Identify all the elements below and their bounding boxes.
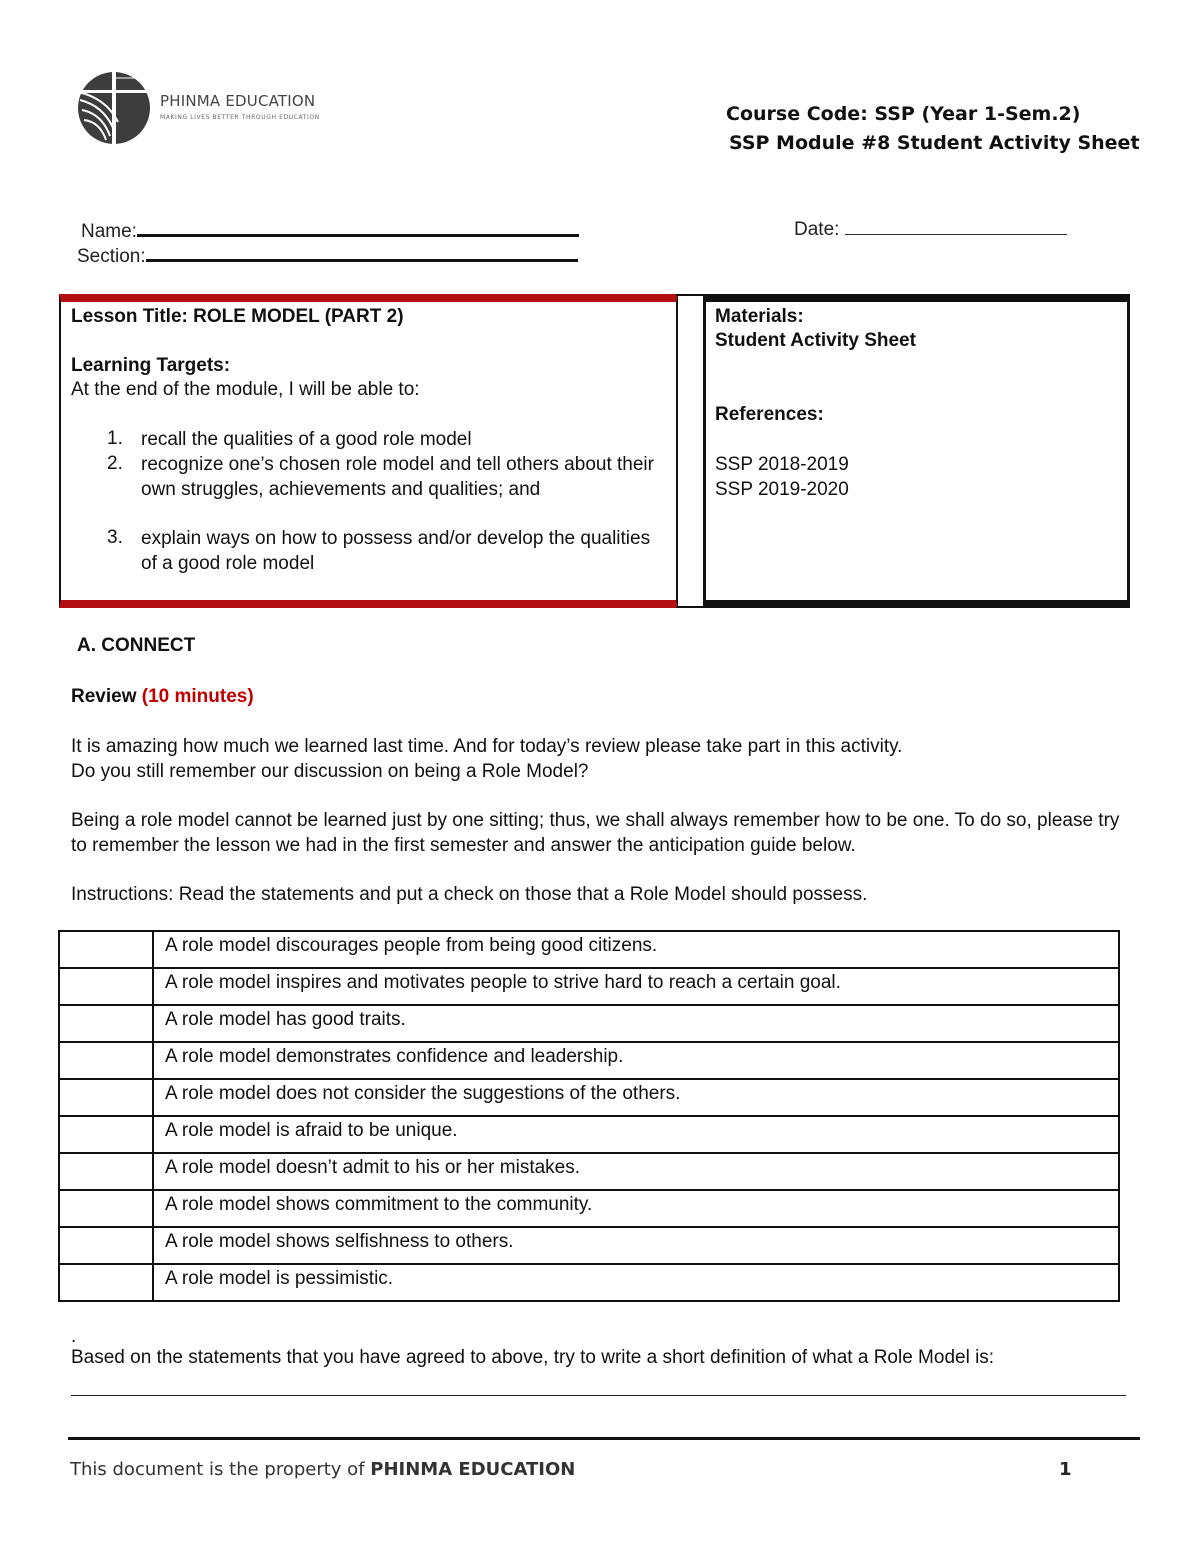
review-paragraph-1 [71,735,1136,784]
statement-cell: A role model is afraid to be unique. [153,1116,1119,1153]
target-number: 3. [107,527,123,548]
reference-item: SSP 2018-2019 [715,454,849,475]
box-gap [676,294,704,608]
review-paragraph-1-line: It is amazing how much we learned last time. And for today’s review please take part in this activity. [71,736,903,757]
table-row [59,1116,1119,1153]
page-number: 1 [1059,1459,1072,1480]
references-heading: References: [715,404,824,425]
materials-value: Student Activity Sheet [715,330,916,351]
table-row [59,968,1119,1005]
footer-prefix: This document is the property of [70,1459,371,1480]
table-row [59,931,1119,968]
logo-name: PHINMA EDUCATION [160,92,316,110]
date-field[interactable] [794,216,1067,241]
table-row [59,1227,1119,1264]
target-item: recognize one’s chosen role model and tell others about their own struggles, achievements and qualities; and [141,454,654,500]
statement-cell: A role model doesn’t admit to his or her mistakes. [153,1153,1119,1190]
module-title: SSP Module #8 Student Activity Sheet [729,132,1140,154]
definition-answer-line[interactable] [71,1395,1126,1396]
check-cell[interactable] [59,1042,153,1079]
anticipation-guide-table [58,930,1120,1302]
review-heading [71,686,254,708]
section-connect-heading: A. CONNECT [77,635,196,656]
learning-targets-intro: At the end of the module, I will be able to: [71,379,420,400]
table-row [59,1079,1119,1116]
materials-heading: Materials: [715,306,804,327]
footer-rule [68,1437,1140,1440]
statement-cell: A role model does not consider the suggestions of the others. [153,1079,1119,1116]
date-blank[interactable] [845,216,1067,235]
instructions: Instructions: Read the statements and put a check on those that a Role Model should possess. [71,884,868,905]
check-cell[interactable] [59,1079,153,1116]
review-paragraph-2: Being a role model cannot be learned just by one sitting; thus, we shall always remember how to be one. To do so, please try to remember the lesson we had in the first semester and answer the anticipation guide below. [71,810,1120,856]
section-field[interactable] [77,241,578,268]
logo-tagline: MAKING LIVES BETTER THROUGH EDUCATION [160,114,320,121]
target-number: 2. [107,453,123,474]
learning-targets-heading: Learning Targets: [71,355,231,376]
statement-cell: A role model shows selfishness to others. [153,1227,1119,1264]
target-number: 1. [107,428,123,449]
stray-dot: . [71,1326,77,1347]
table-row [59,1264,1119,1301]
target-item: explain ways on how to possess and/or develop the qualities of a good role model [141,528,651,574]
statement-cell: A role model inspires and motivates people to strive hard to reach a certain goal. [153,968,1119,1005]
name-field[interactable] [81,216,579,243]
footer-text [70,1459,575,1480]
name-blank[interactable] [137,216,579,237]
review-label: Review [71,686,137,707]
review-time: (10 minutes) [141,686,254,707]
check-cell[interactable] [59,1264,153,1301]
statement-cell: A role model has good traits. [153,1005,1119,1042]
table-row [59,1005,1119,1042]
statement-cell: A role model demonstrates confidence and leadership. [153,1042,1119,1079]
review-paragraph-1-line: Do you still remember our discussion on being a Role Model? [71,760,589,782]
table-row [59,1042,1119,1079]
date-label: Date: [794,219,840,240]
lesson-title: Lesson Title: ROLE MODEL (PART 2) [71,306,404,327]
check-cell[interactable] [59,968,153,1005]
statement-cell: A role model shows commitment to the community. [153,1190,1119,1227]
name-label: Name: [81,221,137,242]
check-cell[interactable] [59,1190,153,1227]
statement-cell: A role model is pessimistic. [153,1264,1119,1301]
check-cell[interactable] [59,1153,153,1190]
section-label: Section: [77,246,146,267]
check-cell[interactable] [59,931,153,968]
definition-prompt: Based on the statements that you have agreed to above, try to write a short definition of what a Role Model is: [71,1347,995,1368]
course-code: Course Code: SSP (Year 1-Sem.2) [726,103,1081,125]
table-row [59,1153,1119,1190]
reference-item: SSP 2019-2020 [715,479,849,500]
check-cell[interactable] [59,1116,153,1153]
footer-org: PHINMA EDUCATION [370,1459,576,1480]
check-cell[interactable] [59,1005,153,1042]
table-row [59,1190,1119,1227]
phinma-logo [74,70,334,150]
target-item: recall the qualities of a good role model [141,429,472,450]
phinma-globe-icon [74,70,158,150]
check-cell[interactable] [59,1227,153,1264]
statement-cell: A role model discourages people from being good citizens. [153,931,1119,968]
section-blank[interactable] [146,241,578,262]
